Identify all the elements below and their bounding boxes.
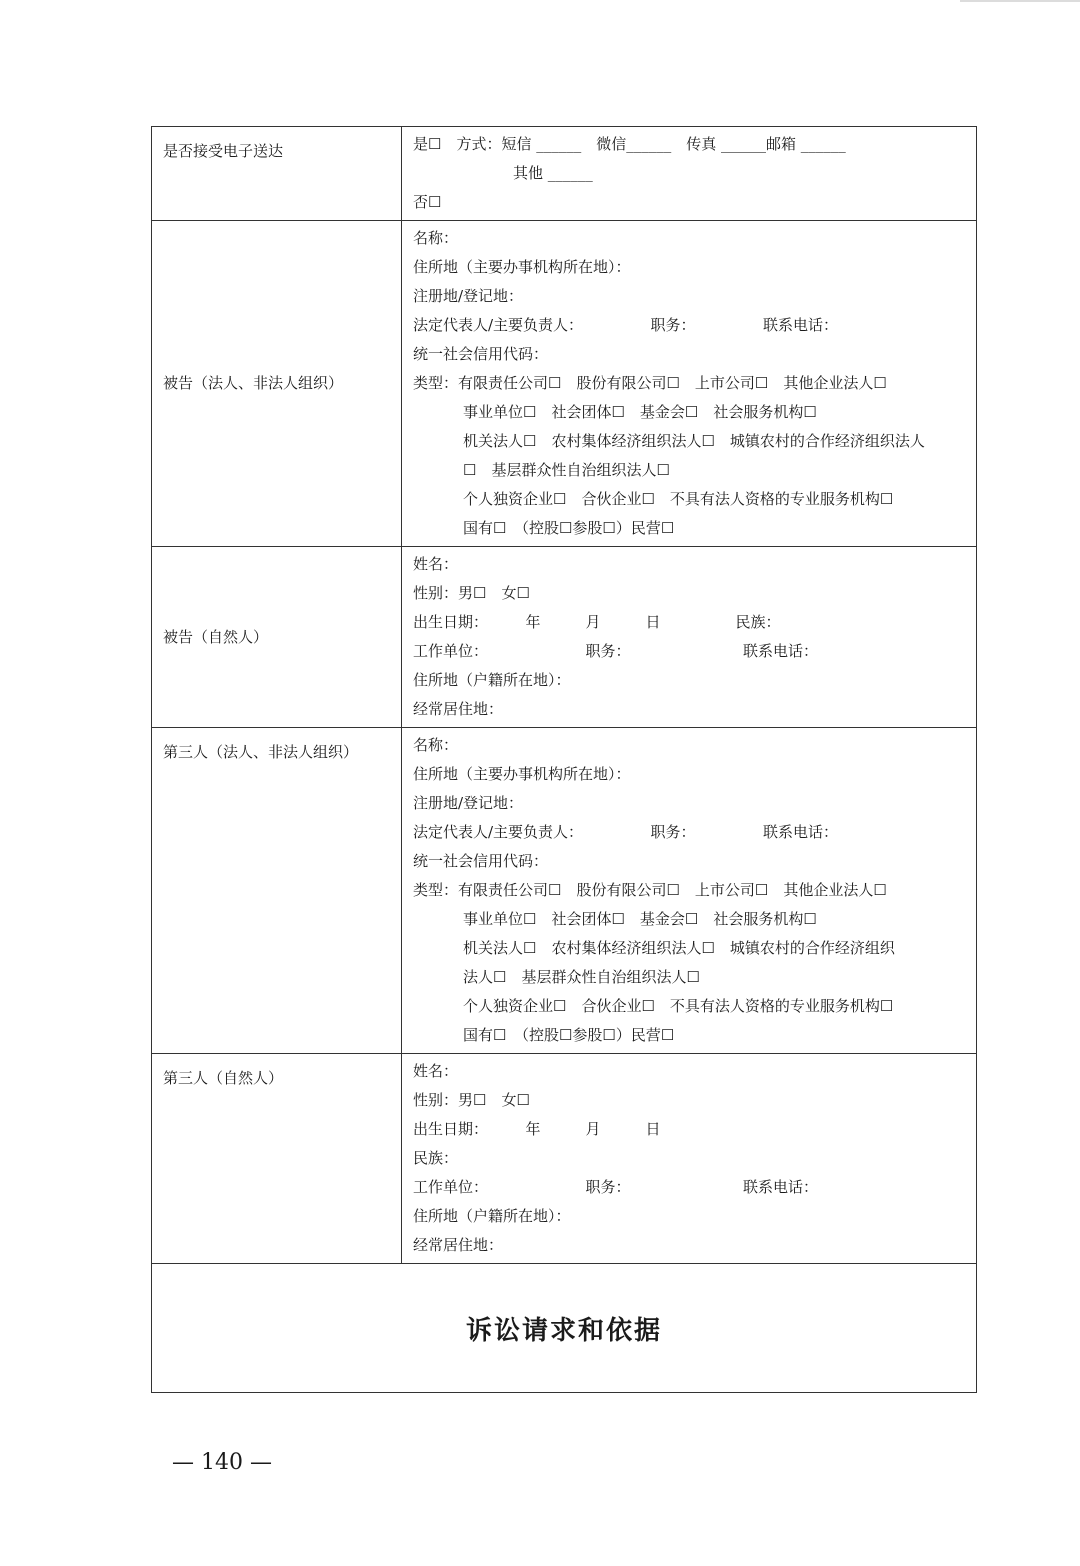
defendant-natural-name[interactable]: 姓名： (413, 555, 459, 573)
defendant-legal-type-2[interactable]: 事业单位☐ 社会团体☐ 基金会☐ 社会服务机构☐ (463, 403, 817, 421)
defendant-legal-credit-code[interactable]: 统一社会信用代码： (413, 345, 549, 363)
third-party-natural-employer[interactable]: 工作单位： 职务： 联系电话： (413, 1178, 819, 1196)
service-method-line[interactable]: 是☐ 方式：短信 ______ 微信______ 传真 ______邮箱 ______ (413, 135, 846, 153)
field-defendant-natural[interactable] (402, 547, 977, 728)
third-party-legal-type-3[interactable]: 机关法人☐ 农村集体经济组织法人☐ 城镇农村的合作经济组织 (463, 939, 895, 957)
field-third-party-legal[interactable] (402, 728, 977, 1054)
defendant-legal-type-3[interactable]: 机关法人☐ 农村集体经济组织法人☐ 城镇农村的合作经济组织法人 (463, 432, 925, 450)
third-party-legal-type-5[interactable]: 个人独资企业☐ 合伙企业☐ 不具有法人资格的专业服务机构☐ (463, 997, 894, 1015)
field-third-party-natural[interactable] (402, 1054, 977, 1264)
service-other-line[interactable]: 其他 ______ (513, 164, 593, 182)
row-third-party-legal (152, 728, 977, 1054)
third-party-legal-type-4[interactable]: 法人☐ 基层群众性自治组织法人☐ (463, 968, 700, 986)
defendant-legal-type-1[interactable]: 类型：有限责任公司☐ 股份有限公司☐ 上市公司☐ 其他企业法人☐ (413, 374, 887, 392)
third-party-legal-ownership[interactable]: 国有☐ （控股☐参股☐）民营☐ (463, 1026, 675, 1044)
section-heading: 诉讼请求和依据 (465, 1315, 662, 1346)
row-third-party-natural (152, 1054, 977, 1264)
label-defendant-natural: 被告（自然人） (152, 547, 402, 728)
row-defendant-natural (152, 547, 977, 728)
label-third-party-legal: 第三人（法人、非法人组织） (152, 728, 402, 1054)
third-party-natural-birthdate[interactable]: 出生日期： 年 月 日 (413, 1120, 661, 1138)
page-number: — 140 — (172, 1450, 272, 1475)
field-electronic-service[interactable] (402, 127, 977, 221)
third-party-natural-residence[interactable]: 经常居住地： (413, 1236, 504, 1254)
defendant-natural-residence[interactable]: 经常居住地： (413, 700, 504, 718)
complaint-form-table (151, 126, 977, 1393)
defendant-natural-domicile[interactable]: 住所地（户籍所在地）： (413, 671, 571, 689)
page-edge-mark (960, 0, 1080, 2)
row-defendant-legal (152, 221, 977, 547)
third-party-legal-representative[interactable]: 法定代表人/主要负责人： 职务： 联系电话： (413, 823, 839, 841)
defendant-natural-birthdate[interactable]: 出生日期： 年 月 日 民族： (413, 613, 781, 631)
third-party-legal-type-1[interactable]: 类型：有限责任公司☐ 股份有限公司☐ 上市公司☐ 其他企业法人☐ (413, 881, 887, 899)
label-third-party-natural: 第三人（自然人） (152, 1054, 402, 1264)
row-section-heading (152, 1264, 977, 1393)
defendant-natural-gender[interactable]: 性别：男☐ 女☐ (413, 584, 530, 602)
field-defendant-legal[interactable] (402, 221, 977, 547)
third-party-legal-name[interactable]: 名称： (413, 736, 459, 754)
defendant-legal-type-5[interactable]: 个人独资企业☐ 合伙企业☐ 不具有法人资格的专业服务机构☐ (463, 490, 894, 508)
defendant-legal-type-4[interactable]: ☐ 基层群众性自治组织法人☐ (463, 461, 670, 479)
third-party-legal-credit-code[interactable]: 统一社会信用代码： (413, 852, 549, 870)
label-electronic-service: 是否接受电子送达 (152, 127, 402, 221)
third-party-legal-domicile[interactable]: 住所地（主要办事机构所在地）： (413, 765, 631, 783)
defendant-legal-domicile[interactable]: 住所地（主要办事机构所在地）： (413, 258, 631, 276)
defendant-natural-employer[interactable]: 工作单位： 职务： 联系电话： (413, 642, 819, 660)
row-electronic-service (152, 127, 977, 221)
defendant-legal-representative[interactable]: 法定代表人/主要负责人： 职务： 联系电话： (413, 316, 839, 334)
defendant-legal-name[interactable]: 名称： (413, 229, 459, 247)
third-party-legal-type-2[interactable]: 事业单位☐ 社会团体☐ 基金会☐ 社会服务机构☐ (463, 910, 817, 928)
defendant-legal-registration[interactable]: 注册地/登记地： (413, 287, 524, 305)
third-party-natural-name[interactable]: 姓名： (413, 1062, 459, 1080)
third-party-legal-registration[interactable]: 注册地/登记地： (413, 794, 524, 812)
third-party-natural-gender[interactable]: 性别：男☐ 女☐ (413, 1091, 530, 1109)
defendant-legal-ownership[interactable]: 国有☐ （控股☐参股☐）民营☐ (463, 519, 675, 537)
section-heading-cell (152, 1264, 977, 1393)
service-decline-line[interactable]: 否☐ (413, 193, 442, 211)
label-defendant-legal: 被告（法人、非法人组织） (152, 221, 402, 547)
third-party-natural-ethnicity[interactable]: 民族： (413, 1149, 459, 1167)
third-party-natural-domicile[interactable]: 住所地（户籍所在地）： (413, 1207, 571, 1225)
